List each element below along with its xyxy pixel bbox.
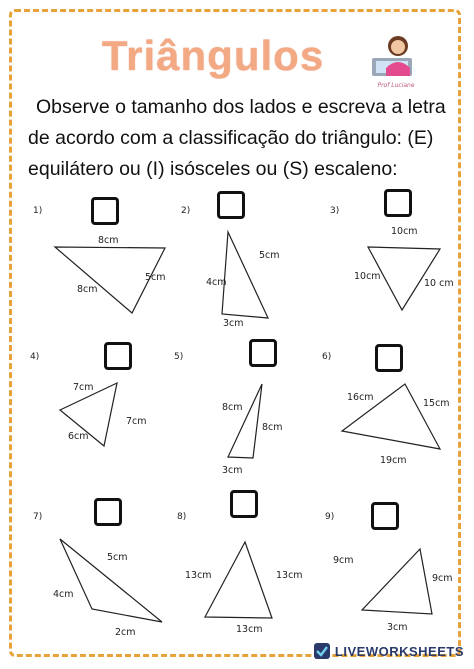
side-label: 5cm bbox=[107, 552, 128, 563]
side-label: 2cm bbox=[115, 627, 136, 638]
item-number: 9) bbox=[325, 512, 335, 522]
side-label: 10 cm bbox=[424, 278, 454, 289]
triangle-5 bbox=[228, 384, 262, 458]
side-label: 19cm bbox=[380, 455, 407, 466]
item-number: 2) bbox=[181, 206, 191, 216]
item-number: 6) bbox=[322, 352, 332, 362]
side-label: 8cm bbox=[222, 402, 243, 413]
side-label: 3cm bbox=[223, 318, 244, 329]
brand-name: LIVEWORKSHEETS bbox=[334, 643, 464, 659]
item-number: 4) bbox=[30, 352, 40, 362]
side-label: 13cm bbox=[276, 570, 303, 581]
side-label: 7cm bbox=[73, 382, 94, 393]
teacher-caption: Prof Luciane bbox=[377, 82, 415, 89]
side-label: 16cm bbox=[347, 392, 374, 403]
side-label: 5cm bbox=[259, 250, 280, 261]
item-number: 3) bbox=[330, 206, 340, 216]
item-number: 8) bbox=[177, 512, 187, 522]
instruction-line: Observe o tamanho dos lados e escreva a letra bbox=[36, 96, 446, 118]
triangle-2 bbox=[222, 232, 268, 318]
side-label: 6cm bbox=[68, 431, 89, 442]
side-label: 13cm bbox=[236, 624, 263, 635]
liveworksheets-logo-icon bbox=[313, 642, 331, 660]
footer-brand bbox=[313, 641, 464, 661]
side-label: 10cm bbox=[391, 226, 418, 237]
side-label: 4cm bbox=[53, 589, 74, 600]
instruction-line: de acordo com a classificação do triângulo: (E) bbox=[28, 127, 434, 149]
side-label: 10cm bbox=[354, 271, 381, 282]
item-number: 1) bbox=[33, 206, 43, 216]
triangle-9 bbox=[362, 549, 432, 614]
item-number: 5) bbox=[174, 352, 184, 362]
page-title: Triângulos bbox=[101, 32, 325, 79]
side-label: 15cm bbox=[423, 398, 450, 409]
side-label: 8cm bbox=[98, 235, 119, 246]
side-label: 3cm bbox=[222, 465, 243, 476]
side-label: 9cm bbox=[432, 573, 453, 584]
triangle-8 bbox=[205, 542, 272, 618]
instruction-line: equilátero ou (I) isósceles ou (S) escaleno: bbox=[28, 158, 398, 180]
side-label: 4cm bbox=[206, 277, 227, 288]
side-label: 3cm bbox=[387, 622, 408, 633]
side-label: 7cm bbox=[126, 416, 147, 427]
side-label: 8cm bbox=[77, 284, 98, 295]
side-label: 13cm bbox=[185, 570, 212, 581]
side-label: 9cm bbox=[333, 555, 354, 566]
side-label: 5cm bbox=[145, 272, 166, 283]
item-number: 7) bbox=[33, 512, 43, 522]
side-label: 8cm bbox=[262, 422, 283, 433]
